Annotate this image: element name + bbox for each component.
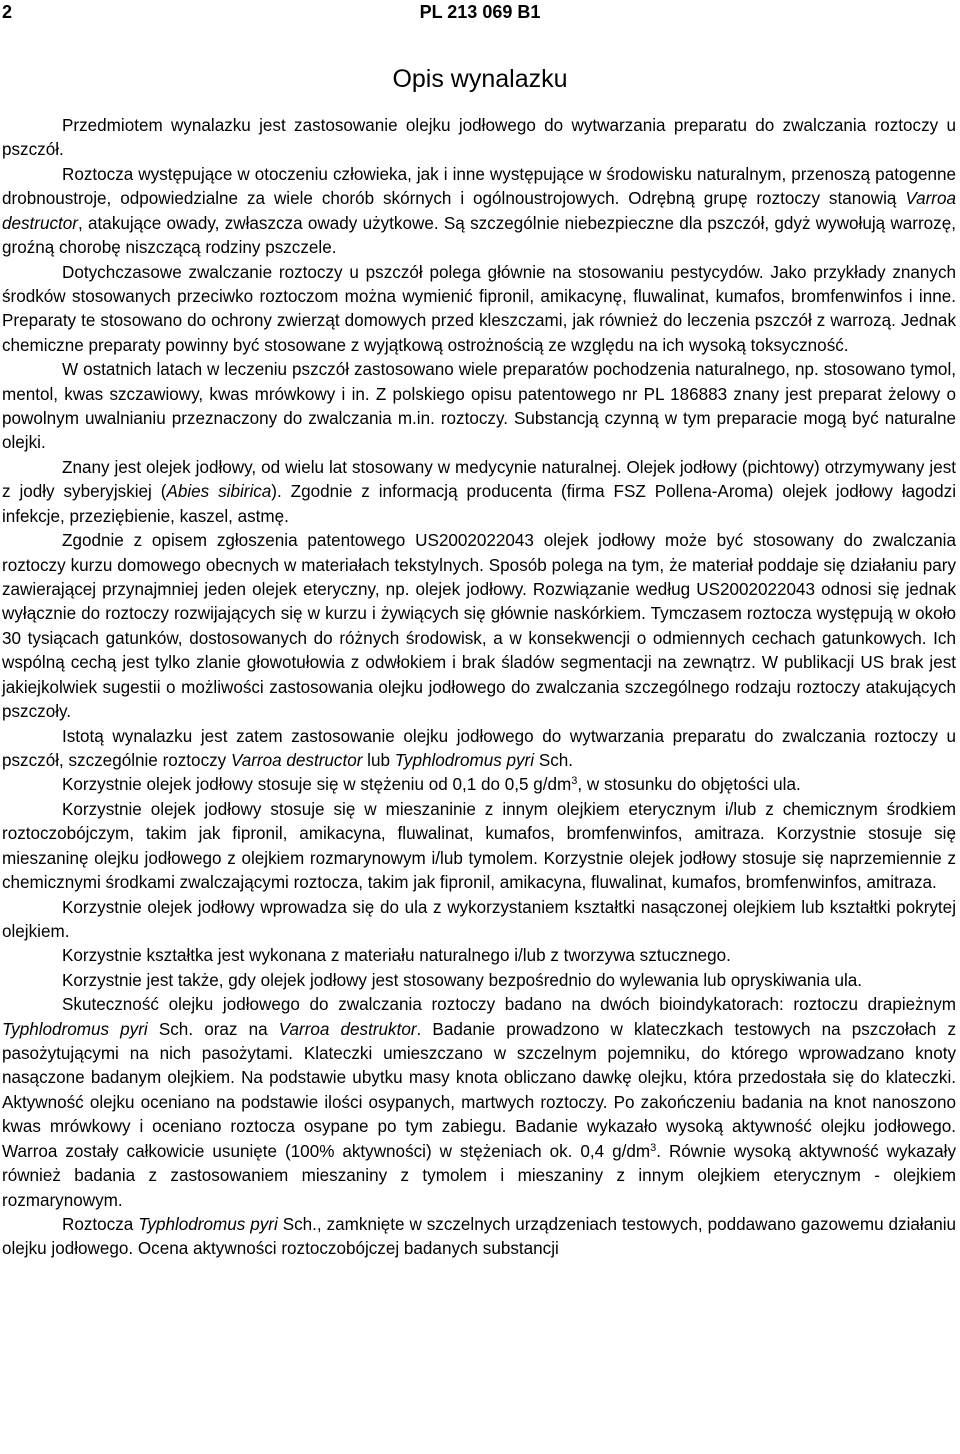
paragraph-text: Sch. xyxy=(538,750,574,770)
paragraph-text: Skuteczność olejku jodłowego do zwalczania roztoczy badano na dwóch bioindykatorach: roztoczu drapieżnym xyxy=(62,995,956,1015)
species-name: Typhlodromus pyri xyxy=(138,1214,278,1234)
paragraph xyxy=(2,896,956,945)
paragraph xyxy=(2,969,956,993)
paragraph-text: Roztocza xyxy=(62,1214,134,1234)
page-title: Opis wynalazku xyxy=(392,65,568,93)
paragraph xyxy=(2,114,956,163)
paragraph-text: , w stosunku do objętości ula. xyxy=(577,775,801,795)
species-name: Varroa destructor xyxy=(2,189,956,233)
document-body xyxy=(2,114,956,1262)
superscript: 3 xyxy=(650,1141,657,1154)
paragraph-text: . Badanie prowadzono w klateczkach testowych na pszczołach z pasożytującymi na nich pasożytami. Klateczki umieszczano w szczelnym pojemniku, do którego wprowadzano knoty nasączone badanym olejkiem. Na podstawie ubytku masy knota obliczano dawkę olejku, która przedostała się do klateczki. Aktywność olejku oceniano na podstawie ilości osypanych, martwych roztoczy. Po zakończeniu badania na knot nanoszono kwas mrówkowy i oceniano roztocza osypane po tym zabiegu. Badanie wykazało wysoką aktywność olejku jodłowego. Warroa zostały całkowicie usunięte (100% aktywności) w stężeniach ok. 0,4 g/dm xyxy=(2,1019,956,1161)
species-name: Typhlodromus pyri xyxy=(394,750,535,770)
paragraph xyxy=(2,1213,956,1262)
paragraph-text: Korzystnie kształtka jest wykonana z materiału naturalnego i/lub z tworzywa sztucznego. xyxy=(62,946,731,966)
paragraph-text: Istotą wynalazku jest zatem zastosowanie olejku jodłowego do wytwarzania preparatu do zwalczania roztoczy u pszczół, szczególnie roztoczy xyxy=(2,726,956,770)
paragraph-text: , atakujące owady, zwłaszcza owady użytkowe. Są szczególnie niebezpieczne dla pszczół, gdyż wywołują warrozę, groźną chorobę niszczącą rodziny pszczele. xyxy=(2,213,956,258)
species-name: Varroa destruktor xyxy=(278,1019,417,1039)
paragraph-text: Korzystnie olejek jodłowy stosuje się w stężeniu od 0,1 do 0,5 g/dm xyxy=(62,775,572,795)
paragraph-text: . Równie wysoką aktywność wykazały również badania z zastosowaniem mieszaniny z tymolem i mieszaniny z innym olejkiem eterycznym - olejkiem rozmarynowym. xyxy=(2,1141,956,1210)
page-header xyxy=(0,2,960,26)
paragraph xyxy=(2,798,956,896)
paragraph-text: Zgodnie z opisem zgłoszenia patentowego US2002022043 olejek jodłowy może być stosowany do zwalczania roztoczy kurzu domowego obecnych w materiałach tekstylnych. Sposób polega na tym, że materiał poddaje się działaniu pary zawierającej przynajmniej jeden olejek eteryczny, np. olejek jodłowy. Rozwiązanie według US2002022043 odnosi się jednak wyłącznie do roztoczy rozwijających się w kurzu i żywiących się głównie naskórkiem. Tymczasem roztocza występują w około 30 tysiącach gatunków, dostosowanych do różnych środowisk, a w konsekwencji o odmiennych cechach gatunkowych. Ich wspólną cechą jest tylko zlanie głowotułowia z odwłokiem i brak śladów segmentacji na zewnątrz. W publikacji US brak jest jakiejkolwiek sugestii o możliwości zastosowania olejku jodłowego do zwalczania szczególnego rodzaju roztoczy atakujących pszczoły. xyxy=(2,531,956,722)
paragraph-text: Przedmiotem wynalazku jest zastosowanie olejku jodłowego do wytwarzania preparatu do zwalczania roztoczy u pszczół. xyxy=(2,116,956,160)
paragraph-text: Znany jest olejek jodłowy, od wielu lat stosowany w medycynie naturalnej. Olejek jodłowy (pichtowy) otrzymywany jest z jodły syberyjskiej ( xyxy=(2,457,956,502)
paragraph-text: Korzystnie olejek jodłowy stosuje się w mieszaninie z innym olejkiem eterycznym i/lub z chemicznym środkiem roztoczobójczym, takim jak fipronil, amikacyna, fluwalinat, kumafos, bromfenwinfos, amitraza. Korzystnie stosuje się mieszaninę olejku jodłowego z olejkiem rozmarynowym i/lub tymolem. Korzystnie olejek jodłowy stosuje się naprzemiennie z chemicznymi środkami zwalczającymi roztocza, takim jak fipronil, amikacyna, fluwalinat, kumafos, bromfenwinfos, amitraza. xyxy=(2,799,956,893)
page-number: 2 xyxy=(2,2,13,22)
species-name: Abies sibirica xyxy=(166,482,272,502)
superscript: 3 xyxy=(571,775,578,788)
document-id: PL 213 069 B1 xyxy=(419,2,541,22)
paragraph xyxy=(2,358,956,456)
paragraph xyxy=(2,773,956,797)
paragraph xyxy=(2,529,956,724)
paragraph xyxy=(2,456,956,529)
paragraph-text: Korzystnie olejek jodłowy wprowadza się do ula z wykorzystaniem kształtki nasączonej olejkiem lub kształtki pokrytej olejkiem. xyxy=(2,897,956,941)
paragraph xyxy=(2,261,956,359)
paragraph xyxy=(2,944,956,968)
paragraph-text: ). Zgodnie z informacją producenta (firma FSZ Pollena-Aroma) olejek jodłowy łagodzi infekcje, przeziębienie, kaszel, astmę. xyxy=(2,482,956,526)
species-name: Typhlodromus pyri xyxy=(2,1019,148,1039)
paragraph xyxy=(2,993,956,1213)
paragraph-text: W ostatnich latach w leczeniu pszczół zastosowano wiele preparatów pochodzenia naturalnego, np. stosowano tymol, mentol, kwas szczawiowy, kwas mrówkowy i in. Z polskiego opisu patentowego nr PL 186883 znany jest preparat żelowy o powolnym uwalnianiu przeznaczony do zwalczania m.in. roztoczy. Substancją czynną w tym preparacie mogą być naturalne olejki. xyxy=(2,360,956,453)
paragraph-text: Sch. oraz na xyxy=(158,1019,268,1039)
species-name: Varroa destructor xyxy=(230,750,363,770)
paragraph-text: lub xyxy=(367,750,390,770)
paragraph-text: Dotychczasowe zwalczanie roztoczy u pszczół polega głównie na stosowaniu pestycydów. Jako przykłady znanych środków stosowanych przeciwko roztoczom można wymienić fipronil, amikacynę, fluwalinat, kumafos, bromfenwinfos i inne. Preparaty te stosowano do ochrony zwierząt domowych przed kleszczami, jak również do leczenia pszczół z warrozą. Jednak chemiczne preparaty powinny być stosowane z wyjątkową ostrożnością ze względu na ich wysoką toksyczność. xyxy=(2,262,956,355)
paragraph-text: Roztocza występujące w otoczeniu człowieka, jak i inne występujące w środowisku naturalnym, przenoszą patogenne drobnoustroje, odpowiedzialne za wiele chorób skórnych i ogólnoustrojowych. Odrębną grupę roztoczy stanowią xyxy=(2,164,956,209)
paragraph xyxy=(2,725,956,774)
paragraph xyxy=(2,163,956,261)
paragraph-text: Korzystnie jest także, gdy olejek jodłowy jest stosowany bezpośrednio do wylewania lub opryskiwania ula. xyxy=(62,970,863,990)
paragraph-text: Sch., zamknięte w szczelnych urządzeniach testowych, poddawano gazowemu działaniu olejku jodłowego. Ocena aktywności roztoczobójczej badanych substancji xyxy=(2,1214,957,1259)
